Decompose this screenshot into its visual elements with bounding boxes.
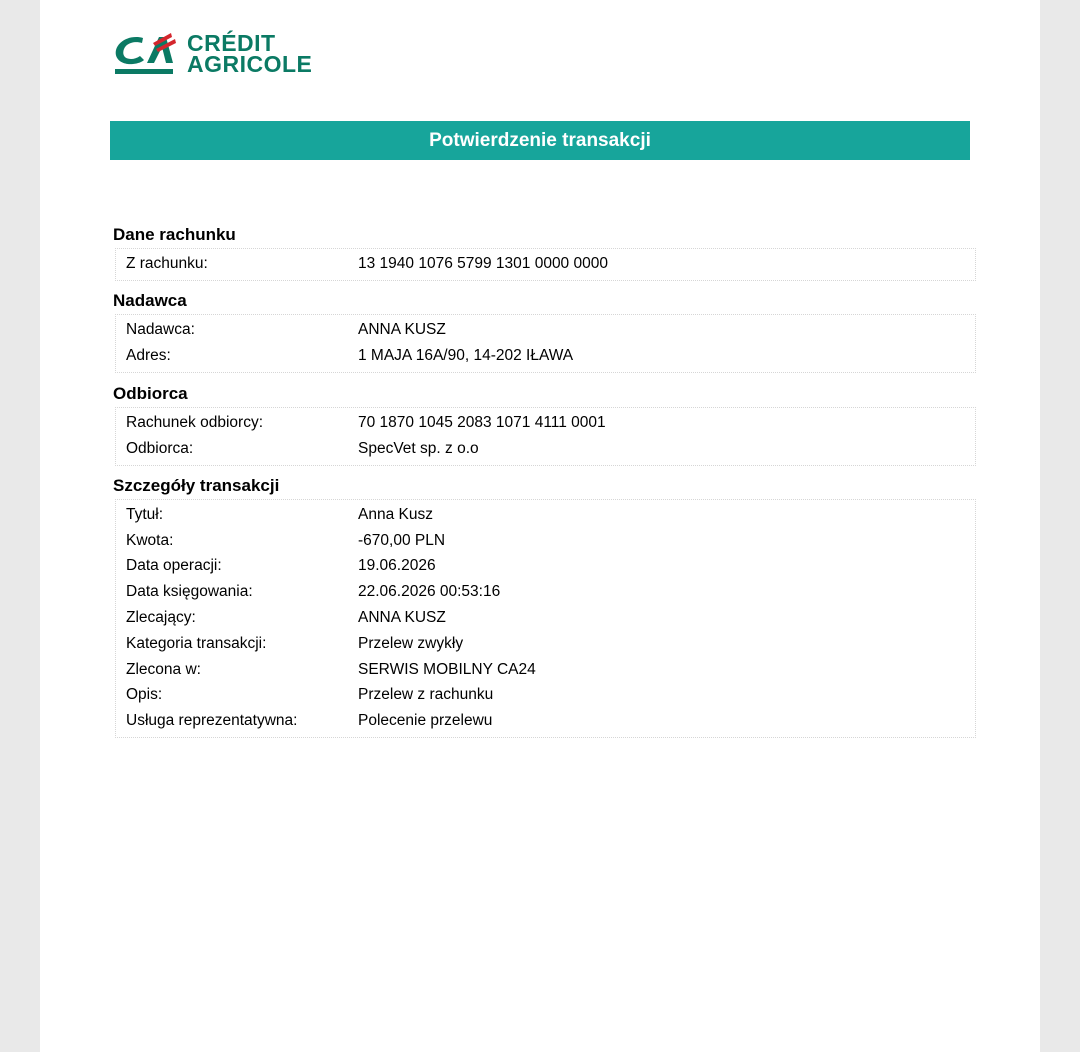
recipient-details-box: [115, 407, 976, 466]
transaction-details-box: [115, 499, 976, 738]
detail-row: [116, 502, 975, 528]
section-title-recipient: Odbiorca: [113, 384, 188, 403]
detail-row: [116, 631, 975, 657]
detail-row: [116, 708, 975, 734]
page-title: Potwierdzenie transakcji: [110, 121, 970, 160]
detail-label: Adres:: [126, 346, 171, 364]
section-sender: [113, 291, 976, 373]
detail-label: Kategoria transakcji:: [126, 634, 267, 652]
detail-row: [116, 343, 975, 369]
detail-value: Przelew zwykły: [358, 634, 464, 652]
detail-value: 70 1870 1045 2083 1071 4111 0001: [358, 413, 606, 431]
detail-value: 22.06.2026 00:53:16: [358, 583, 501, 601]
detail-value: Przelew z rachunku: [358, 686, 494, 704]
detail-value: Anna Kusz: [358, 505, 433, 523]
detail-label: Opis:: [126, 686, 163, 704]
detail-label: Zlecający:: [126, 609, 196, 627]
detail-value: SpecVet sp. z o.o: [358, 439, 479, 457]
detail-label: Zlecona w:: [126, 660, 201, 678]
credit-agricole-logo-icon: [113, 32, 177, 76]
detail-value: 13 1940 1076 5799 1301 0000 0000: [358, 254, 608, 272]
section-transaction-details: [113, 476, 976, 738]
detail-row: [116, 657, 975, 683]
section-account: [113, 225, 976, 281]
detail-label: Z rachunku:: [126, 254, 208, 272]
detail-label: Rachunek odbiorcy:: [126, 413, 263, 431]
detail-value: SERWIS MOBILNY CA24: [358, 660, 536, 678]
detail-value: ANNA KUSZ: [358, 609, 446, 627]
detail-row: [116, 251, 975, 277]
detail-row: [116, 410, 975, 436]
detail-row: [116, 605, 975, 631]
section-title-account: Dane rachunku: [113, 225, 236, 244]
detail-value: 1 MAJA 16A/90, 14-202 IŁAWA: [358, 346, 574, 364]
detail-label: Nadawca:: [126, 320, 195, 338]
section-recipient: [113, 384, 976, 466]
detail-label: Data księgowania:: [126, 583, 253, 601]
section-title-transaction-details: Szczegóły transakcji: [113, 476, 280, 495]
detail-label: Tytuł:: [126, 505, 164, 523]
brand-name-line1: CRÉDIT: [187, 30, 276, 56]
detail-row: [116, 579, 975, 605]
brand-name: [187, 30, 313, 77]
sender-details-box: [115, 314, 976, 373]
detail-value: Polecenie przelewu: [358, 712, 493, 730]
detail-label: Usługa reprezentatywna:: [126, 712, 298, 730]
detail-row: [116, 683, 975, 709]
detail-label: Odbiorca:: [126, 439, 194, 457]
detail-value: -670,00 PLN: [358, 531, 446, 549]
detail-row: [116, 554, 975, 580]
brand-name-line2: AGRICOLE: [187, 51, 313, 77]
detail-value: ANNA KUSZ: [358, 320, 446, 338]
detail-label: Kwota:: [126, 531, 174, 549]
account-details-box: [115, 248, 976, 281]
section-title-sender: Nadawca: [113, 291, 187, 310]
credit-agricole-logo: [113, 32, 343, 78]
document-page: [40, 0, 1040, 1052]
detail-row: [116, 436, 975, 462]
detail-row: [116, 317, 975, 343]
detail-row: [116, 528, 975, 554]
detail-value: 19.06.2026: [358, 557, 436, 575]
detail-label: Data operacji:: [126, 557, 222, 575]
